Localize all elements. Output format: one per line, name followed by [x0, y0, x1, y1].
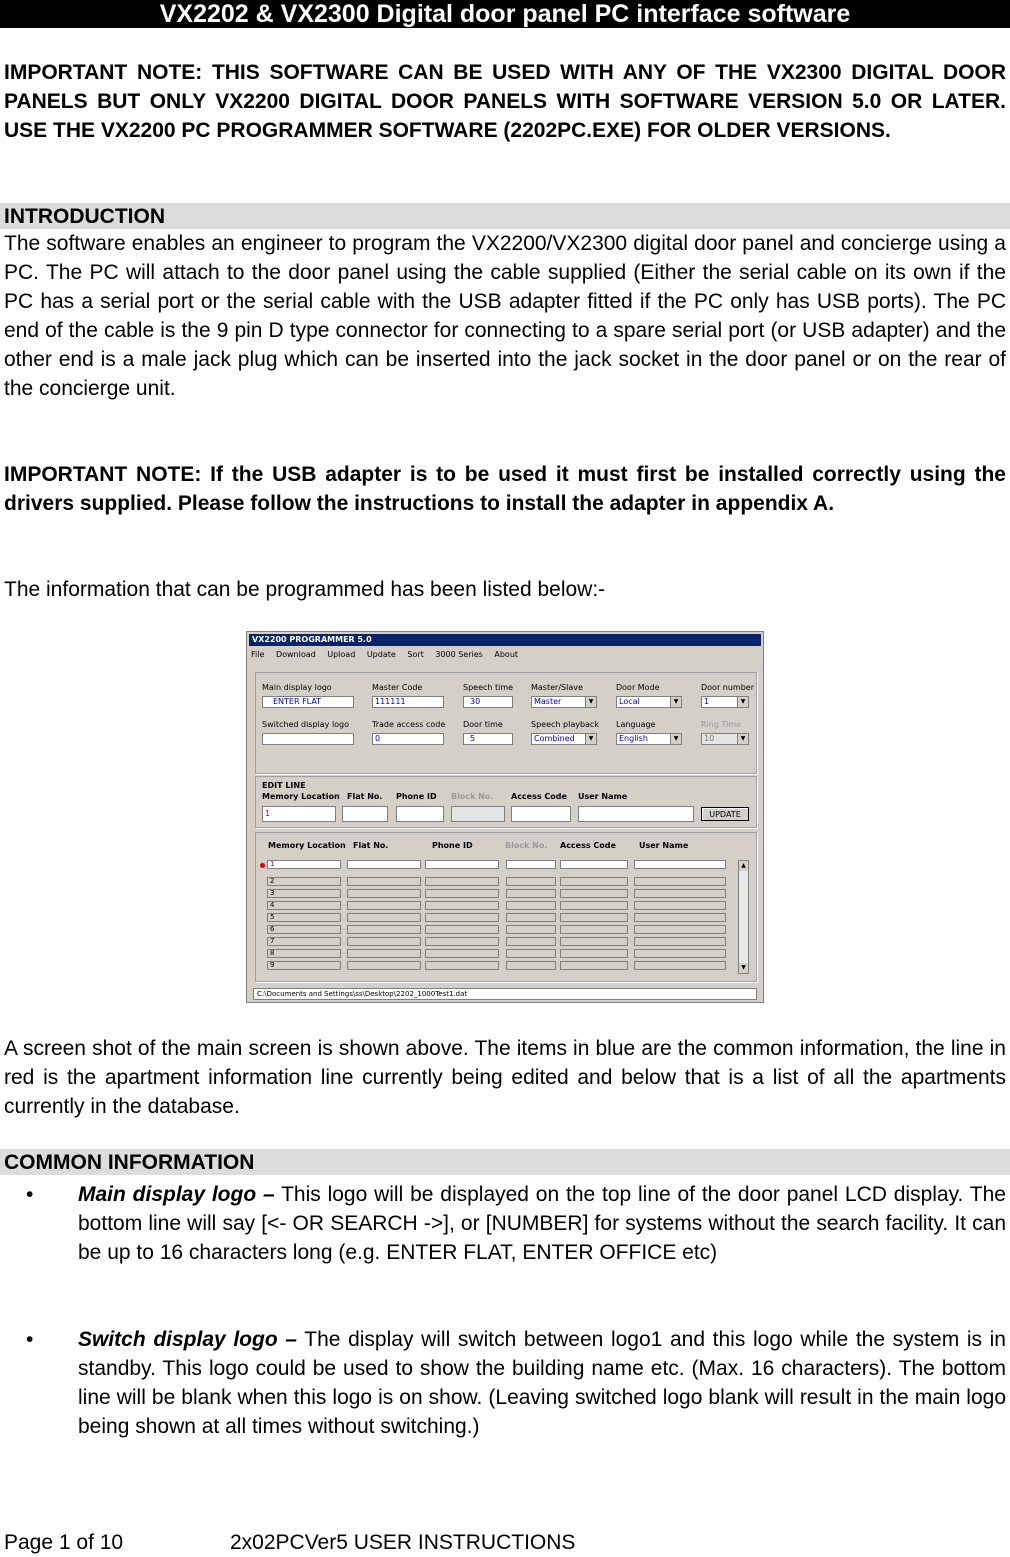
bullet-text: [78, 1325, 1006, 1441]
list-cell: [560, 949, 628, 958]
list-cell: [347, 877, 421, 886]
edit-col-flat-no: Flat No.: [347, 792, 383, 801]
list-cell: [347, 925, 421, 934]
list-cell: [506, 961, 556, 970]
speech-playback-select: [531, 733, 597, 745]
list-cell: [425, 949, 499, 958]
list-cell: [425, 889, 499, 898]
label-master-code: Master Code: [372, 683, 423, 692]
introduction-text: The software enables an engineer to program the VX2200/VX2300 digital door panel and concierge using a PC. The PC will attach to the door panel using the cable supplied (Either the serial cable on its own if the PC has a serial port or the serial cable with the USB adapter fitted if the PC only has USB ports). The PC end of the cable is the 9 pin D type connector for connecting to a spare serial port (or USB adapter) and the other end is a male jack plug which can be inserted into the jack socket in the door panel or on the rear of the concierge unit.: [4, 232, 1006, 400]
list-cell: [634, 889, 726, 898]
bullet-main-display-logo: [4, 1180, 1006, 1267]
label-trade-access-code: Trade access code: [372, 720, 446, 729]
section-heading-common-information: COMMON INFORMATION: [0, 1149, 1010, 1175]
list-cell: [634, 949, 726, 958]
list-cell-memory-location: 7: [267, 937, 341, 946]
list-cell: [506, 901, 556, 910]
important-note-software-version: IMPORTANT NOTE: THIS SOFTWARE CAN BE USED WITH ANY OF THE VX2300 DIGITAL DOOR PANELS BUT ONLY VX2200 DIGITAL DOOR PANELS WITH SOFTWARE VERSION 5.0 OR LATER. USE THE VX2200 PC PROGRAMMER SOFTWARE (2202PC.EXE) FOR OLDER VERSIONS.: [4, 61, 1006, 142]
menu-upload: Upload: [327, 650, 356, 659]
menu-sort: Sort: [407, 650, 424, 659]
list-cell: [347, 889, 421, 898]
main-display-logo-field: ENTER FLAT: [262, 696, 354, 708]
menu-3000-series: 3000 Series: [435, 650, 483, 659]
list-cell: [560, 901, 628, 910]
door-number-value: 1: [704, 697, 710, 706]
list-cell: [634, 913, 726, 922]
list-col-phone-id: Phone ID: [432, 841, 473, 850]
list-col-access-code: Access Code: [560, 841, 616, 850]
edit-access-code-field: [511, 806, 571, 822]
speech-time-field: 30: [463, 696, 513, 708]
bullet-text: [78, 1180, 1006, 1267]
edit-user-name-field: [578, 806, 694, 822]
edit-line-heading: EDIT LINE: [262, 781, 306, 790]
list-cell: [560, 860, 628, 869]
list-cell: [560, 925, 628, 934]
list-cell: [347, 961, 421, 970]
list-cell-memory-location: 6: [267, 925, 341, 934]
edit-memory-location-field: 1: [262, 806, 336, 822]
edit-block-no-field: [451, 806, 505, 822]
list-cell: [347, 913, 421, 922]
list-cell: [425, 913, 499, 922]
label-language: Language: [616, 720, 656, 729]
bullet-body: The display will switch between logo1 and this logo while the system is in standby. This logo could be used to show the building name etc. (Max. 16 characters). The bottom line will be blank when this logo is on show. (Leaving switched logo blank will result in the main logo being shown at all times without switching.): [78, 1328, 1006, 1438]
programmer-screenshot: [246, 631, 764, 1003]
update-button: UPDATE: [701, 807, 749, 821]
list-cell: [560, 961, 628, 970]
dropdown-arrow-icon: ▼: [737, 697, 748, 707]
label-door-mode: Door Mode: [616, 683, 660, 692]
list-cell: [560, 889, 628, 898]
bullet-icon: •: [26, 1328, 34, 1351]
label-door-number: Door number: [701, 683, 755, 692]
edit-phone-id-field: [396, 806, 444, 822]
list-cell: [506, 860, 556, 869]
list-cell: [506, 949, 556, 958]
list-cell: [506, 877, 556, 886]
language-select: [616, 733, 682, 745]
edit-col-memory-location: Memory Location: [262, 792, 340, 801]
screenshot-description: A screen shot of the main screen is shown above. The items in blue are the common information, the line in red is the apartment information line currently being edited and below that is a list of all the apartments currently in the database.: [4, 1037, 1006, 1118]
list-cell-memory-location: 8: [267, 949, 341, 958]
footer-doc-name: 2x02PCVer5 USER INSTRUCTIONS: [230, 1531, 576, 1554]
label-main-display-logo: Main display logo: [262, 683, 332, 692]
section-heading-introduction: INTRODUCTION: [0, 203, 1010, 229]
bullet-lead: Main display logo –: [78, 1183, 275, 1206]
bullet-switch-display-logo: [4, 1325, 1006, 1441]
door-time-field: 5: [463, 733, 513, 745]
screenshot-window-title: VX2200 PROGRAMMER 5.0: [249, 634, 761, 646]
list-cell-memory-location: 5: [267, 913, 341, 922]
edit-flat-no-field: [342, 806, 388, 822]
list-cell: [560, 937, 628, 946]
edit-col-phone-id: Phone ID: [396, 792, 437, 801]
trade-access-code-field: 0: [372, 733, 444, 745]
list-cell: [634, 937, 726, 946]
menu-download: Download: [275, 650, 316, 659]
dropdown-arrow-icon: ▼: [670, 697, 681, 707]
label-speech-time: Speech time: [463, 683, 514, 692]
list-cell: [506, 937, 556, 946]
page-footer: [4, 1528, 575, 1557]
language-value: English: [619, 734, 648, 743]
label-switched-display-logo: Switched display logo: [262, 720, 350, 729]
current-row-indicator-icon: [260, 863, 265, 868]
ring-time-value: 10: [704, 734, 715, 743]
master-slave-select: [531, 696, 597, 708]
list-cell: [634, 901, 726, 910]
list-col-memory-location: Memory Location: [268, 841, 346, 850]
master-code-field: 111111: [372, 696, 444, 708]
list-cell-memory-location: 2: [267, 877, 341, 886]
list-cell: [506, 925, 556, 934]
menu-update: Update: [366, 650, 396, 659]
list-cell: [425, 925, 499, 934]
list-cell: [425, 901, 499, 910]
bullet-icon: •: [26, 1183, 34, 1206]
list-cell: [634, 877, 726, 886]
list-cell: [425, 877, 499, 886]
important-note-usb-adapter: IMPORTANT NOTE: If the USB adapter is to be used it must first be installed correctly using the drivers supplied. Please follow the instructions to install the adapter in appendix A.: [4, 463, 1006, 515]
list-col-block-no: Block No.: [505, 841, 548, 850]
list-cell: [634, 860, 726, 869]
master-slave-value: Master: [534, 697, 562, 706]
edit-col-user-name: User Name: [578, 792, 628, 801]
ring-time-select: [701, 733, 749, 745]
list-cell: [506, 889, 556, 898]
list-cell: [506, 913, 556, 922]
edit-col-block-no: Block No.: [451, 792, 494, 801]
scroll-down-icon: ▼: [739, 963, 748, 973]
bullet-lead: Switch display logo –: [78, 1328, 297, 1351]
list-cell: [634, 961, 726, 970]
menu-about: About: [494, 650, 519, 659]
document-title: VX2202 & VX2300 Digital door panel PC interface software: [0, 0, 1010, 28]
label-door-time: Door time: [463, 720, 503, 729]
list-cell: [560, 877, 628, 886]
label-ring-time: Ring Time: [701, 720, 742, 729]
door-mode-select: [616, 696, 682, 708]
list-cell: [560, 913, 628, 922]
list-cell: [347, 901, 421, 910]
bullet-body: This logo will be displayed on the top line of the door panel LCD display. The bottom line will say [<- OR SEARCH ->], or [NUMBER] for systems without the search facility. It can be up to 16 characters long (e.g. ENTER FLAT, ENTER OFFICE etc): [78, 1183, 1006, 1264]
list-cell: [425, 860, 499, 869]
speech-playback-value: Combined: [534, 734, 575, 743]
label-speech-playback: Speech playback: [531, 720, 599, 729]
list-col-flat-no: Flat No.: [353, 841, 389, 850]
door-mode-value: Local: [619, 697, 640, 706]
list-cell: [347, 860, 421, 869]
list-cell: [425, 961, 499, 970]
list-cell: [347, 937, 421, 946]
scroll-up-icon: ▲: [739, 861, 748, 871]
footer-page-number: Page 1 of 10: [4, 1531, 124, 1554]
dropdown-arrow-icon: ▼: [585, 697, 596, 707]
list-col-user-name: User Name: [639, 841, 689, 850]
edit-col-access-code: Access Code: [511, 792, 567, 801]
screenshot-menubar: [251, 650, 527, 662]
list-cell-memory-location: 9: [267, 961, 341, 970]
list-cell: [347, 949, 421, 958]
list-cell: [634, 925, 726, 934]
listed-below-text: The information that can be programmed has been listed below:-: [4, 578, 606, 601]
list-cell-memory-location: 3: [267, 889, 341, 898]
list-cell: [425, 937, 499, 946]
dropdown-arrow-icon: ▼: [585, 734, 596, 744]
dropdown-arrow-icon: ▼: [670, 734, 681, 744]
menu-file: File: [251, 650, 265, 659]
door-number-select: [701, 696, 749, 708]
status-bar-file-path: C:\Documents and Settings\ss\Desktop\2202_1000Test1.dat: [253, 988, 757, 1000]
list-cell-memory-location: 1: [267, 860, 341, 869]
list-scrollbar: [738, 860, 749, 974]
label-master-slave: Master/Slave: [531, 683, 583, 692]
list-cell-memory-location: 4: [267, 901, 341, 910]
dropdown-arrow-icon: ▼: [737, 734, 748, 744]
switched-display-logo-field: [262, 733, 354, 745]
